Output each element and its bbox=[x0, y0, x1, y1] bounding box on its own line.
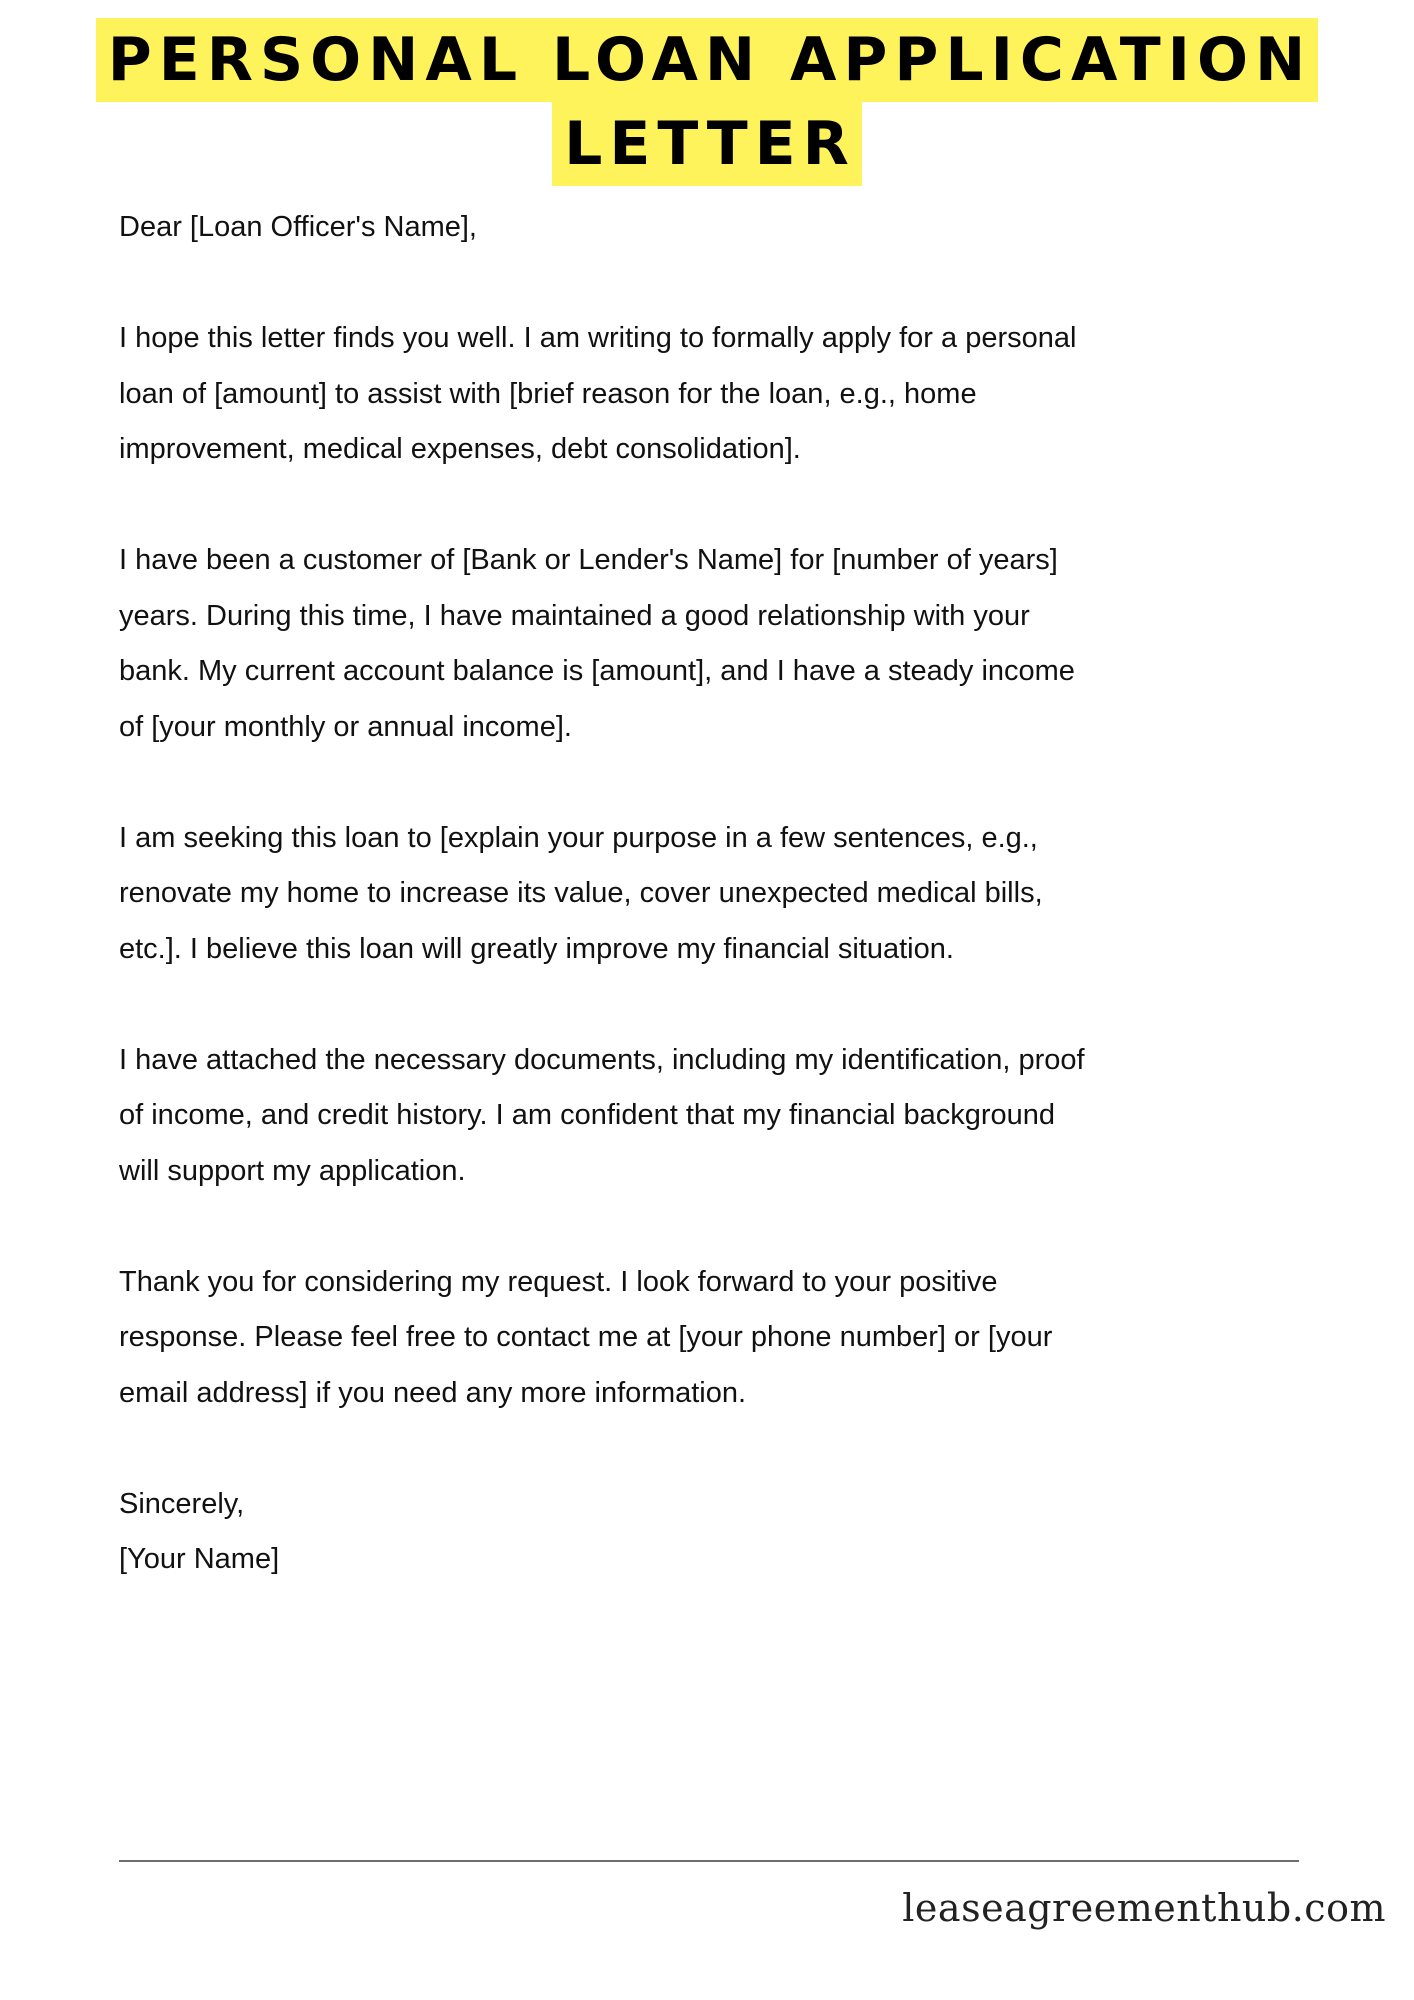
paragraph-line: of [your monthly or annual income]. bbox=[119, 710, 572, 743]
paragraph-line: etc.]. I believe this loan will greatly improve my financial situation. bbox=[119, 932, 954, 965]
paragraph-line: of income, and credit history. I am confident that my financial background bbox=[119, 1099, 1056, 1131]
title-line-1: PERSONAL LOAN APPLICATION bbox=[96, 18, 1318, 102]
paragraph-3 bbox=[119, 811, 1319, 978]
paragraph-line: will support my application. bbox=[119, 1154, 466, 1187]
paragraph-line: I am seeking this loan to [explain your purpose in a few sentences, e.g., bbox=[119, 821, 1038, 854]
paragraph-line: I hope this letter finds you well. I am writing to formally apply for a personal bbox=[119, 322, 1077, 354]
paragraph-line: improvement, medical expenses, debt consolidation]. bbox=[119, 433, 801, 465]
paragraph-line: response. Please feel free to contact me at [your phone number] or [your bbox=[119, 1321, 1053, 1353]
closing-text: Sincerely, bbox=[119, 1487, 245, 1520]
paragraph-2 bbox=[119, 533, 1319, 755]
paragraph-4 bbox=[119, 1033, 1319, 1200]
footer-divider bbox=[119, 1860, 1299, 1862]
paragraph-line: I have been a customer of [Bank or Lender's Name] for [number of years] bbox=[119, 544, 1058, 576]
salutation-text: Dear [Loan Officer's Name], bbox=[119, 211, 477, 243]
brand-logo-text: leaseagreementhub.com bbox=[902, 1886, 1386, 1930]
paragraph-line: bank. My current account balance is [amount], and I have a steady income bbox=[119, 655, 1075, 687]
title-line-2: LETTER bbox=[552, 102, 862, 186]
paragraph-line: renovate my home to increase its value, cover unexpected medical bills, bbox=[119, 877, 1043, 909]
document-title bbox=[0, 18, 1414, 186]
paragraph-line: Thank you for considering my request. I look forward to your positive bbox=[119, 1265, 998, 1298]
salutation bbox=[119, 200, 1319, 256]
paragraph-line: I have attached the necessary documents, including my identification, proof bbox=[119, 1043, 1085, 1076]
paragraph-line: email address] if you need any more information. bbox=[119, 1376, 747, 1409]
closing-block bbox=[119, 1477, 1319, 1588]
paragraph-line: years. During this time, I have maintained a good relationship with your bbox=[119, 599, 1030, 632]
paragraph-line: loan of [amount] to assist with [brief reason for the loan, e.g., home bbox=[119, 377, 977, 410]
paragraph-1 bbox=[119, 311, 1319, 478]
letter-body bbox=[119, 200, 1319, 1643]
signature-placeholder: [Your Name] bbox=[119, 1543, 280, 1575]
paragraph-5 bbox=[119, 1255, 1319, 1422]
